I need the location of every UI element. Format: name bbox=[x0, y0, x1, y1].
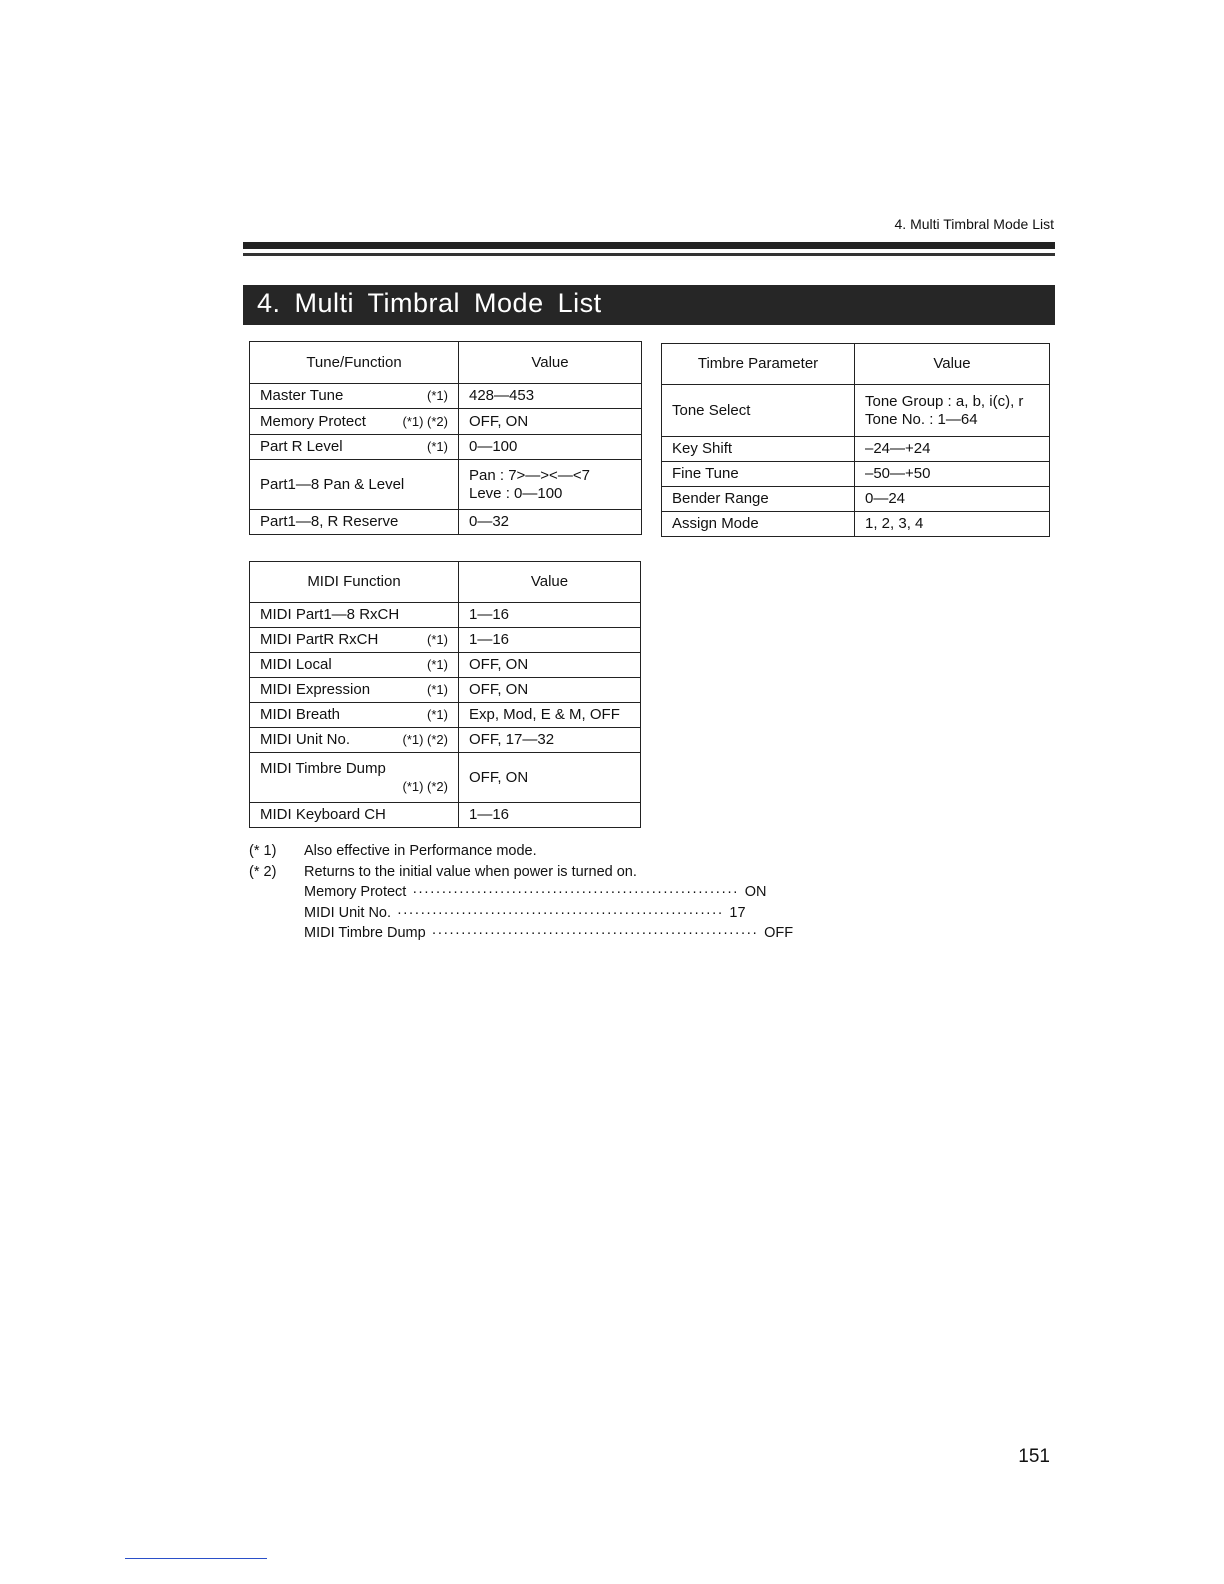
parameter-label: Memory Protect bbox=[260, 412, 366, 430]
value-cell: 0—32 bbox=[459, 510, 642, 535]
footnote-mark: (*1) bbox=[427, 388, 448, 403]
table-row bbox=[250, 753, 641, 803]
parameter-label: MIDI Expression bbox=[260, 681, 371, 698]
parameter-label: MIDI PartR RxCH bbox=[260, 631, 379, 648]
header-rule-thin bbox=[243, 253, 1055, 256]
table-row bbox=[250, 678, 641, 703]
level-value: Leve : 0—100 bbox=[469, 484, 563, 502]
footnote-mark: (*1) bbox=[427, 657, 448, 672]
column-header: Value bbox=[459, 562, 641, 603]
value-cell: –50—+50 bbox=[855, 462, 1050, 487]
footnote-marker: (* 2) bbox=[249, 863, 277, 880]
footnote-mark: (*1) bbox=[427, 682, 448, 697]
footnote-mark: (*1) (*2) bbox=[402, 732, 448, 747]
header-rule-thick bbox=[243, 242, 1055, 249]
table-header-row bbox=[250, 342, 642, 384]
list-item bbox=[304, 903, 746, 924]
parameter-label: MIDI Breath bbox=[260, 706, 341, 723]
value-cell: OFF, ON bbox=[459, 753, 641, 803]
table-row bbox=[662, 512, 1050, 537]
tone-group-value: Tone Group : a, b, i(c), r bbox=[865, 392, 1024, 410]
value-cell bbox=[459, 460, 642, 510]
value-cell bbox=[855, 385, 1050, 437]
parameter-label: Part1—8 Pan & Level bbox=[260, 475, 405, 493]
parameter-label: Assign Mode bbox=[662, 512, 855, 537]
table-row bbox=[250, 703, 641, 728]
parameter-label: Fine Tune bbox=[662, 462, 855, 487]
initial-value: ON bbox=[744, 884, 767, 900]
value-cell: OFF, ON bbox=[459, 678, 641, 703]
table-row bbox=[250, 803, 641, 828]
tone-number-value: Tone No. : 1—64 bbox=[865, 410, 978, 428]
value-cell: OFF, 17—32 bbox=[459, 728, 641, 753]
parameter-cell bbox=[250, 384, 459, 409]
page-number: 151 bbox=[1018, 1446, 1050, 1467]
column-header: Value bbox=[459, 342, 642, 384]
parameter-label: Tone Select bbox=[662, 385, 855, 437]
footnote-mark: (*1) (*2) bbox=[402, 778, 448, 794]
dot-leader: ························································ bbox=[412, 884, 739, 900]
table-row bbox=[662, 462, 1050, 487]
footnote-1 bbox=[249, 841, 644, 862]
initial-value-label: MIDI Unit No. bbox=[304, 904, 392, 921]
initial-value: 17 bbox=[729, 904, 746, 921]
initial-value: OFF bbox=[764, 925, 794, 941]
parameter-cell bbox=[250, 628, 459, 653]
parameter-cell bbox=[250, 603, 459, 628]
column-header: Value bbox=[855, 344, 1050, 385]
parameter-cell bbox=[250, 409, 459, 435]
parameter-label: MIDI Keyboard CH bbox=[260, 806, 386, 823]
table-row bbox=[662, 437, 1050, 462]
value-cell: –24—+24 bbox=[855, 437, 1050, 462]
parameter-cell bbox=[250, 678, 459, 703]
table-row bbox=[250, 460, 642, 510]
initial-value-label: MIDI Timbre Dump bbox=[304, 925, 426, 941]
tune-function-table bbox=[249, 341, 642, 535]
parameter-cell bbox=[250, 728, 459, 753]
footnote-mark: (*1) bbox=[427, 439, 448, 454]
value-cell: 0—24 bbox=[855, 487, 1050, 512]
footnote-mark: (*1) bbox=[427, 707, 448, 722]
timbre-parameter-table bbox=[661, 343, 1050, 537]
parameter-label: MIDI Unit No. bbox=[260, 731, 351, 748]
footnote-text: Also effective in Performance mode. bbox=[304, 843, 537, 859]
parameter-label: MIDI Local bbox=[260, 656, 332, 673]
value-cell: 1—16 bbox=[459, 803, 641, 828]
parameter-cell bbox=[250, 435, 459, 460]
table-row bbox=[250, 628, 641, 653]
footnotes bbox=[249, 841, 794, 944]
parameter-label: MIDI Timbre Dump bbox=[260, 759, 386, 777]
value-cell: OFF, ON bbox=[459, 653, 641, 678]
table-row bbox=[250, 409, 642, 435]
value-cell: 428—453 bbox=[459, 384, 642, 409]
table-row bbox=[250, 603, 641, 628]
parameter-cell bbox=[250, 510, 459, 535]
footnote-text: Returns to the initial value when power is turned on. bbox=[304, 863, 637, 880]
parameter-label: Bender Range bbox=[662, 487, 855, 512]
pan-value: Pan : 7>—><—<7 bbox=[469, 466, 590, 484]
table-header-row bbox=[250, 562, 641, 603]
parameter-label: Part R Level bbox=[260, 438, 343, 455]
value-cell: OFF, ON bbox=[459, 409, 642, 435]
column-header: Tune/Function bbox=[250, 342, 459, 384]
parameter-label: MIDI Part1—8 RxCH bbox=[260, 606, 400, 623]
table-row bbox=[662, 385, 1050, 437]
footnote-marker: (* 1) bbox=[249, 843, 277, 859]
initial-values-list bbox=[304, 882, 794, 944]
footnote-mark: (*1) (*2) bbox=[402, 413, 448, 429]
parameter-cell bbox=[250, 803, 459, 828]
value-cell: 1—16 bbox=[459, 628, 641, 653]
parameter-label: Part1—8, R Reserve bbox=[260, 513, 399, 530]
dot-leader: ························································ bbox=[397, 904, 724, 921]
parameter-label: Key Shift bbox=[662, 437, 855, 462]
section-title: 4. Multi Timbral Mode List bbox=[257, 288, 602, 318]
value-cell: Exp, Mod, E & M, OFF bbox=[459, 703, 641, 728]
parameter-cell bbox=[250, 703, 459, 728]
footnote-mark: (*1) bbox=[427, 632, 448, 647]
footnote-2 bbox=[249, 862, 644, 883]
column-header: Timbre Parameter bbox=[662, 344, 855, 385]
section-title-bar bbox=[243, 285, 1055, 325]
table-row bbox=[662, 487, 1050, 512]
table-row bbox=[250, 728, 641, 753]
value-cell: 0—100 bbox=[459, 435, 642, 460]
table-row bbox=[250, 435, 642, 460]
running-head: 4. Multi Timbral Mode List bbox=[894, 216, 1054, 232]
list-item bbox=[304, 923, 794, 944]
list-item bbox=[304, 882, 767, 903]
parameter-label: Master Tune bbox=[260, 387, 344, 404]
table-row bbox=[250, 510, 642, 535]
initial-value-label: Memory Protect bbox=[304, 884, 407, 900]
dot-leader: ························································ bbox=[431, 925, 759, 941]
parameter-cell bbox=[250, 460, 459, 510]
value-cell: 1, 2, 3, 4 bbox=[855, 512, 1050, 537]
column-header: MIDI Function bbox=[250, 562, 459, 603]
value-cell: 1—16 bbox=[459, 603, 641, 628]
table-header-row bbox=[662, 344, 1050, 385]
parameter-cell bbox=[250, 653, 459, 678]
parameter-cell bbox=[250, 753, 459, 803]
footer-line bbox=[125, 1558, 267, 1559]
midi-function-table bbox=[249, 561, 641, 828]
table-row bbox=[250, 384, 642, 409]
table-row bbox=[250, 653, 641, 678]
